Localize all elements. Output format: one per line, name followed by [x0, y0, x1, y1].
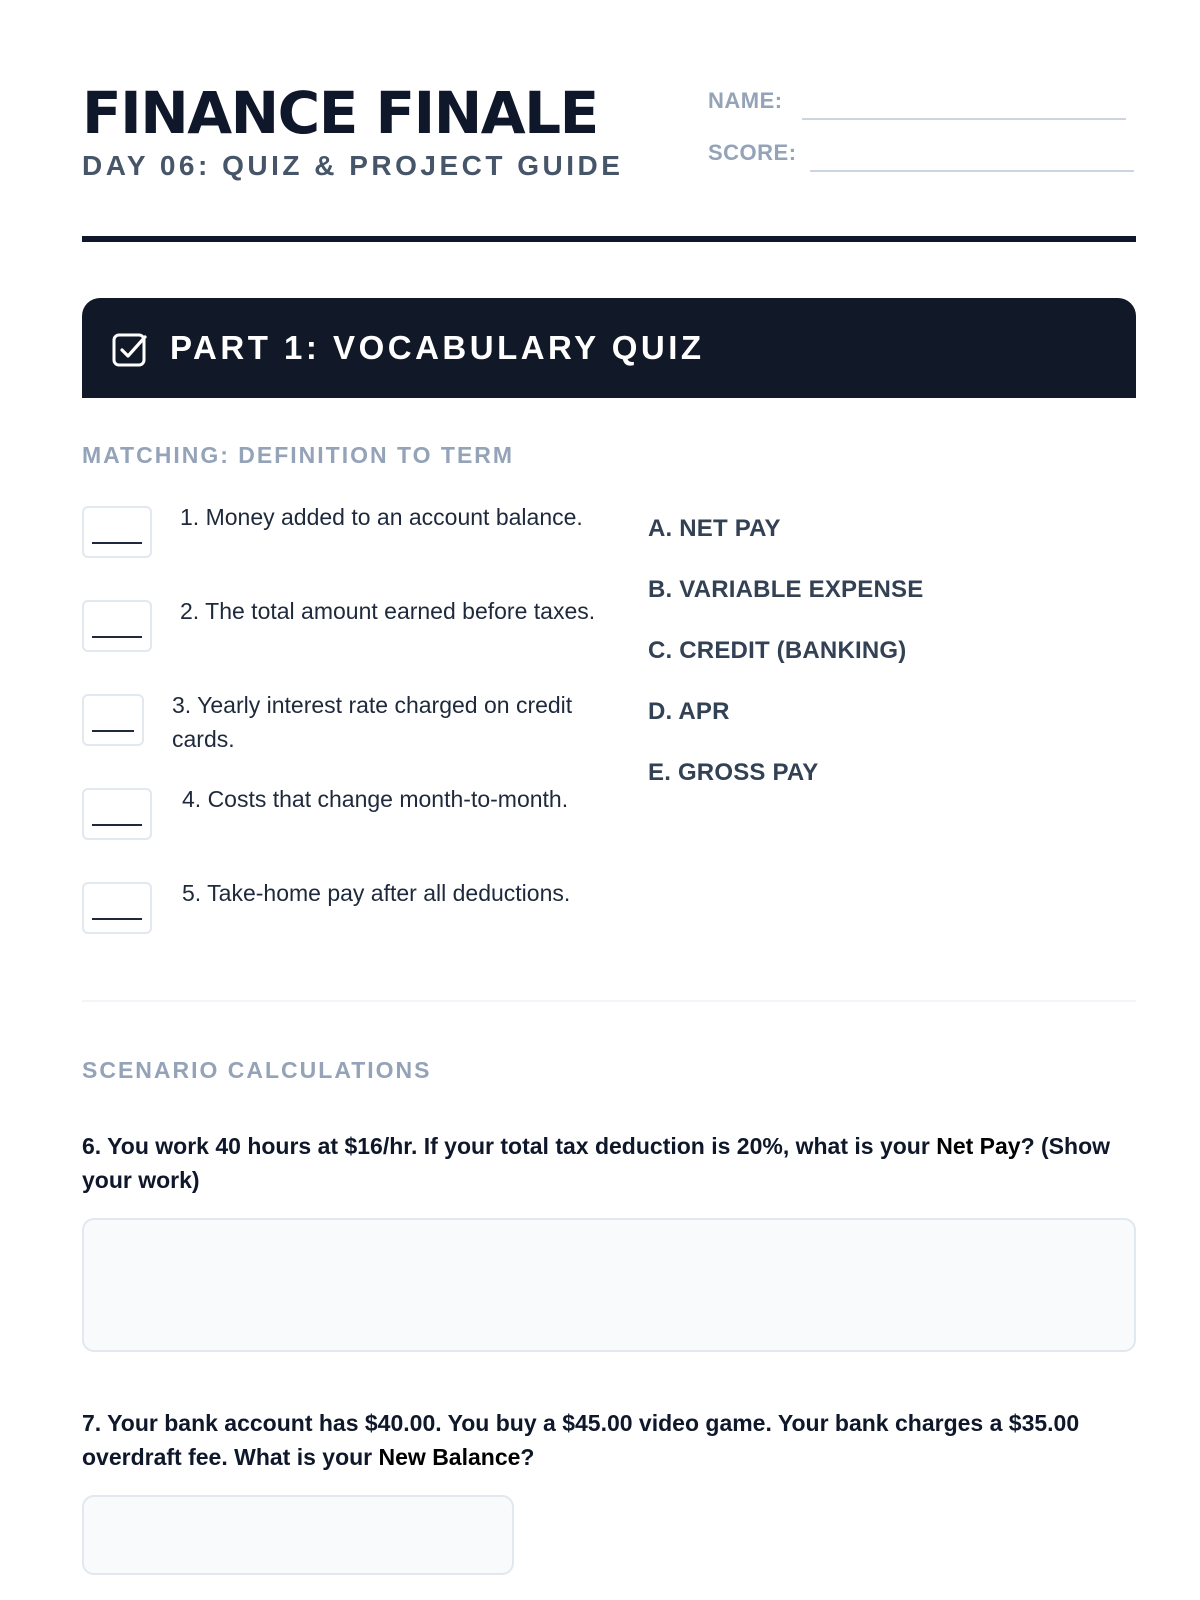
answer-box[interactable]	[82, 506, 152, 558]
worksheet-page	[82, 0, 1136, 1600]
worksheet-title: FINANCE FINALE	[82, 79, 598, 147]
question-7-answer-area[interactable]	[82, 1495, 514, 1575]
name-label: NAME:	[708, 88, 783, 113]
definition-text: 2. The total amount earned before taxes.	[180, 598, 596, 624]
scenario-heading: SCENARIO CALCULATIONS	[82, 1057, 432, 1083]
question-6-keyword: Net Pay	[936, 1133, 1021, 1159]
matching-heading: MATCHING: DEFINITION TO TERM	[82, 442, 515, 468]
answer-box[interactable]	[82, 694, 144, 746]
answer-box[interactable]	[82, 882, 152, 934]
score-label: SCORE:	[708, 140, 797, 165]
term-item: C. CREDIT (BANKING)	[648, 637, 907, 664]
name-line[interactable]	[802, 118, 1126, 120]
section-divider	[82, 1000, 1136, 1002]
answer-box[interactable]	[82, 600, 152, 652]
header-divider	[82, 236, 1136, 242]
checkbox-icon	[112, 332, 148, 368]
score-line[interactable]	[810, 170, 1134, 172]
answer-box[interactable]	[82, 788, 152, 840]
question-6-answer-area[interactable]	[82, 1218, 1136, 1352]
term-item: D. APR	[648, 698, 730, 725]
section-title: PART 1: VOCABULARY QUIZ	[170, 329, 705, 366]
question-7: 7. Your bank account has $40.00. You buy a $45.00 video game. Your bank charges a $35.00 overdraft fee. What is your New Balance?	[82, 1410, 1080, 1470]
definition-text: 3. Yearly interest rate charged on credit cards.	[172, 692, 573, 752]
worksheet-subtitle: DAY 06: QUIZ & PROJECT GUIDE	[82, 150, 624, 181]
question-7-keyword: New Balance	[378, 1444, 521, 1470]
definition-text: 5. Take-home pay after all deductions.	[182, 880, 571, 906]
definition-text: 4. Costs that change month-to-month.	[182, 786, 569, 812]
section-banner	[82, 298, 1136, 398]
question-6: 6. You work 40 hours at $16/hr. If your total tax deduction is 20%, what is your Net Pay? (Show your work)	[82, 1133, 1111, 1193]
term-item: E. GROSS PAY	[648, 759, 819, 786]
definition-text: 1. Money added to an account balance.	[180, 504, 583, 530]
term-item: A. NET PAY	[648, 515, 781, 542]
term-item: B. VARIABLE EXPENSE	[648, 576, 924, 603]
